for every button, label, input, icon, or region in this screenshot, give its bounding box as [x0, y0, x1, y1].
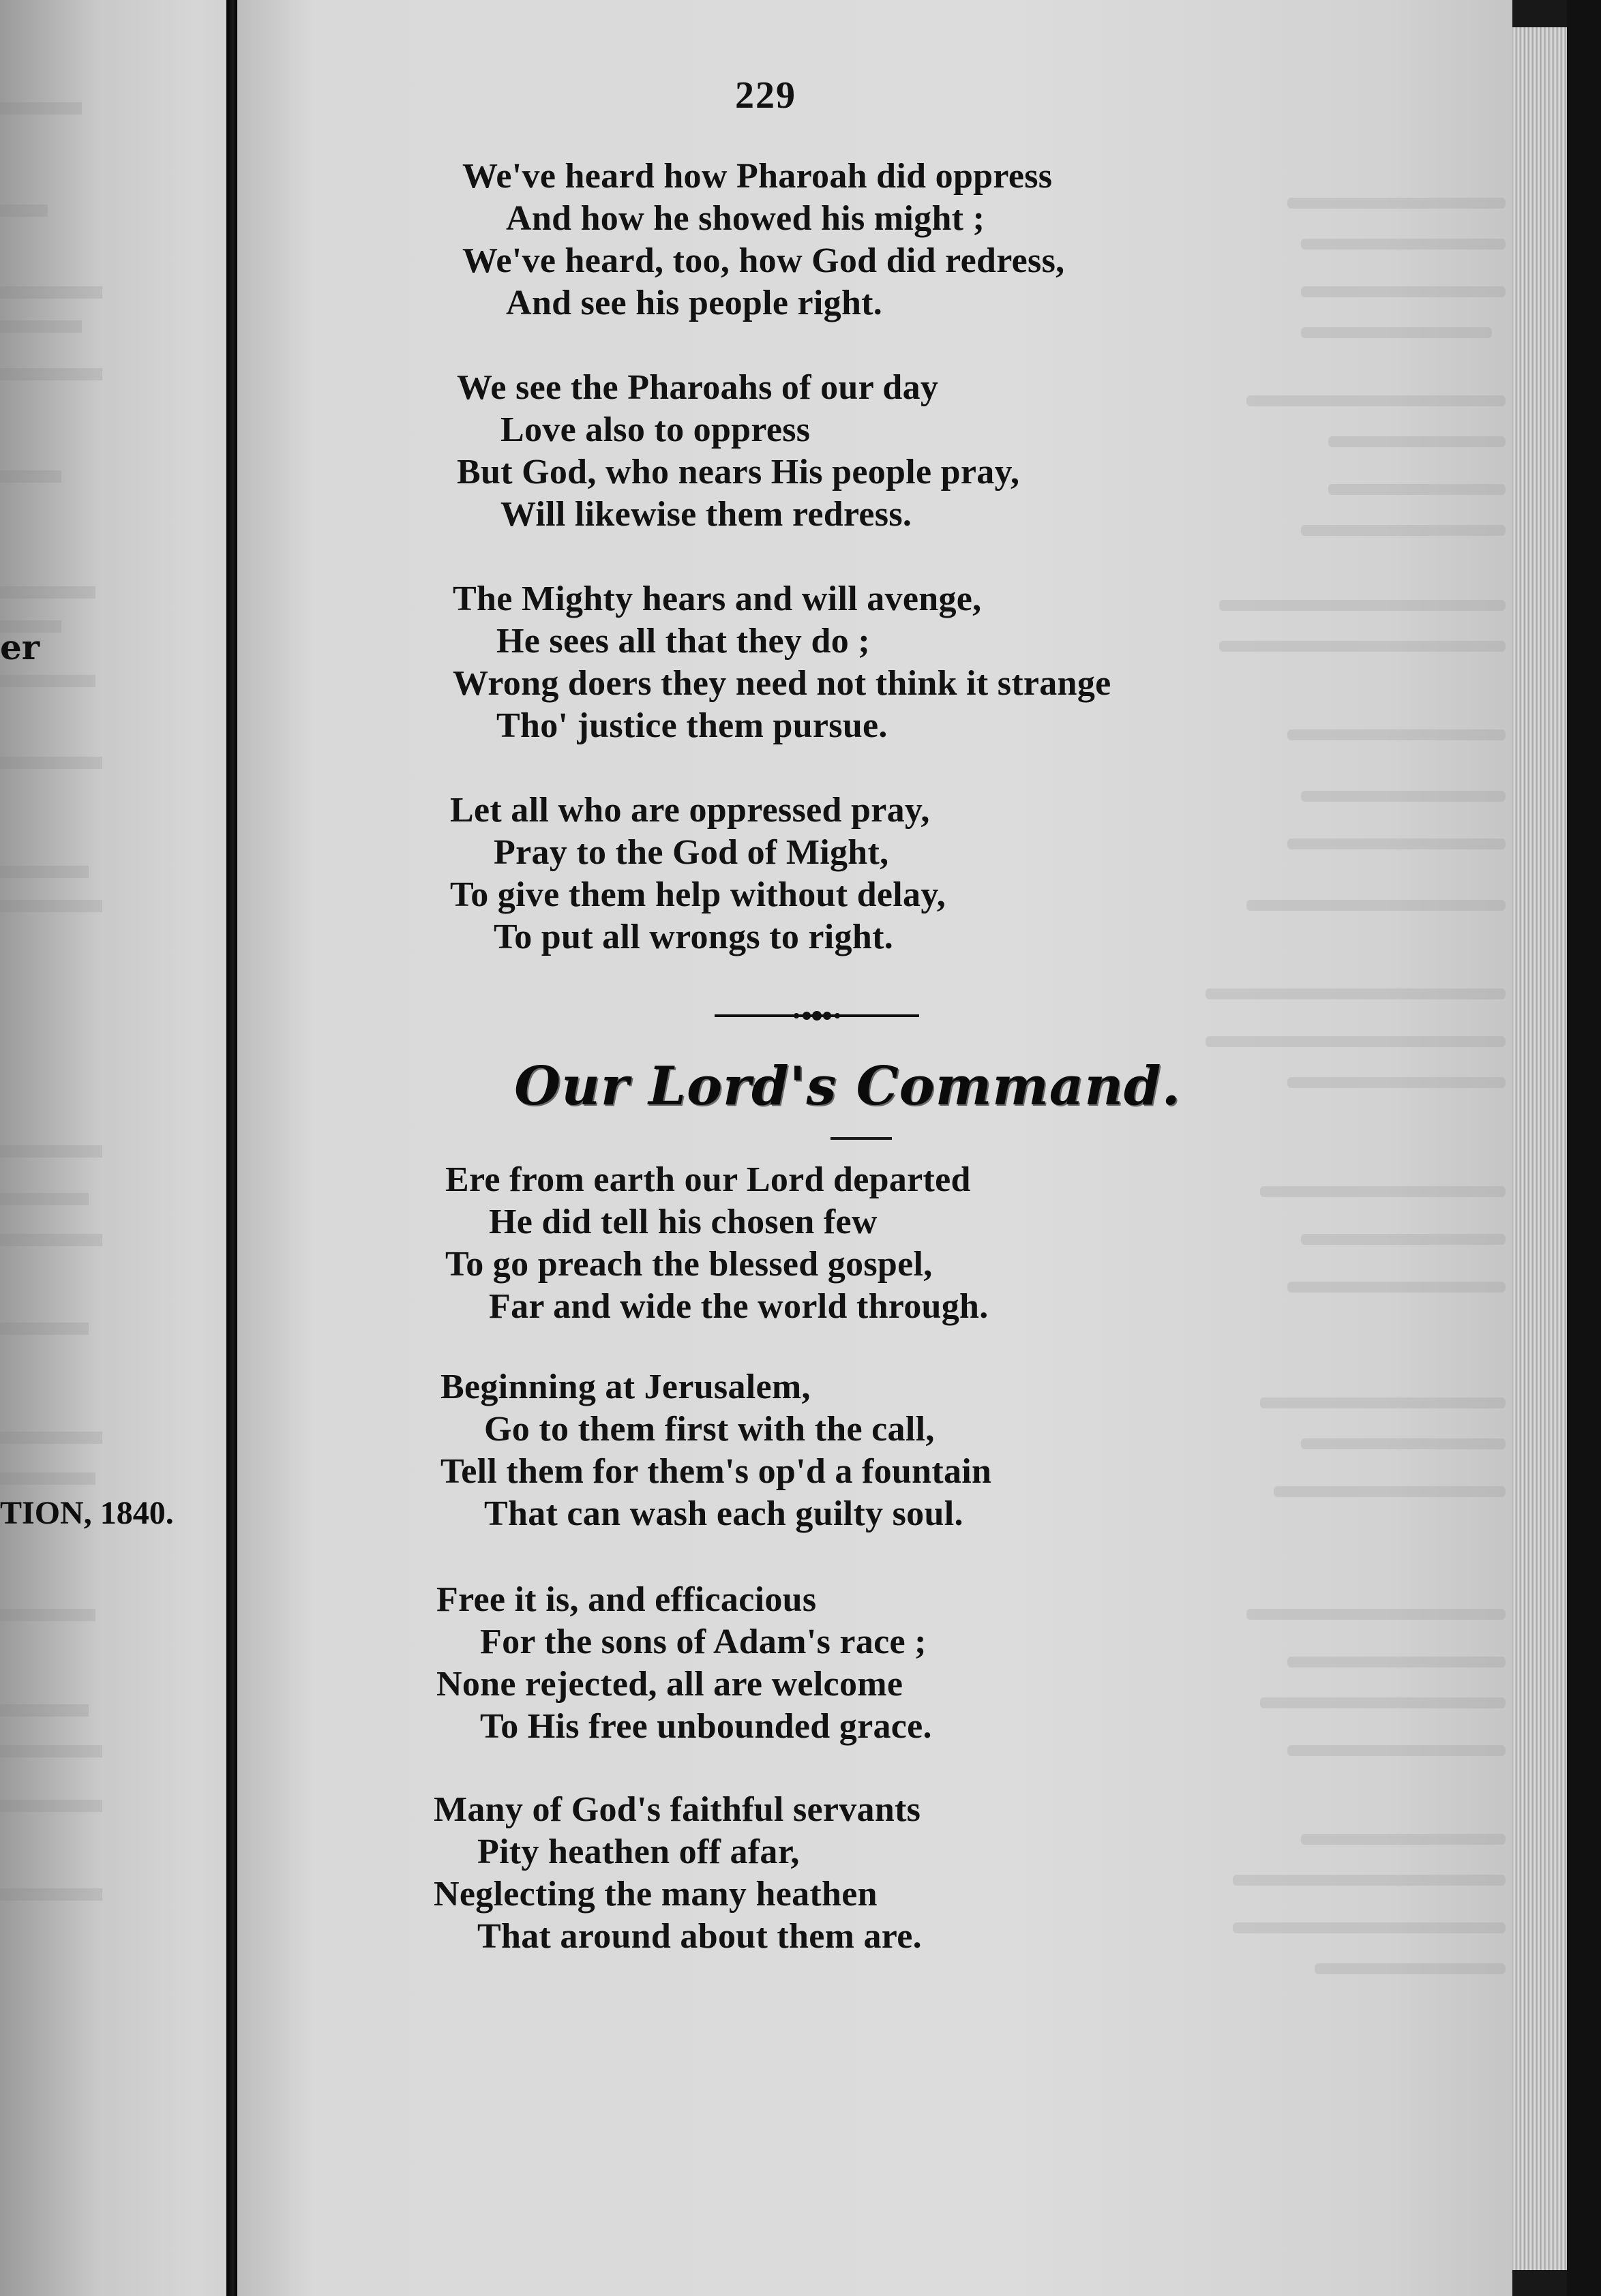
- faded-text-line: [0, 470, 61, 483]
- page-number: 229: [735, 74, 796, 117]
- faded-text-line: [0, 205, 48, 217]
- verse-line: For the sons of Adam's race ;: [480, 1622, 927, 1661]
- faded-text-line: [0, 286, 102, 299]
- verse-line: The Mighty hears and will avenge,: [453, 579, 982, 618]
- ornament-dot: [794, 1013, 799, 1018]
- page-text-block: [237, 0, 1512, 2296]
- poem-one-stanza-1: [462, 155, 1064, 324]
- verse-line: Tell them for them's op'd a fountain: [440, 1452, 992, 1491]
- verse-line: To go preach the blessed gospel,: [445, 1245, 933, 1284]
- verse-line: Go to them first with the call,: [484, 1410, 935, 1449]
- poem-one-stanza-3: [453, 578, 1111, 747]
- verse-line: We've heard, too, how God did redress,: [462, 241, 1065, 280]
- faded-text-line: [0, 1145, 102, 1158]
- verse-line: We see the Pharoahs of our day: [457, 368, 939, 407]
- poem-title: Our Lord's Command.: [514, 1055, 1181, 1117]
- ornament-dot: [835, 1013, 840, 1018]
- page-stack-edges: [1512, 27, 1567, 2270]
- verse-line: To give them help without delay,: [450, 875, 946, 914]
- ornament-dot: [823, 1012, 831, 1020]
- left-facing-page: [0, 0, 245, 2296]
- poem-two-stanza-1: [445, 1159, 989, 1328]
- faded-text-line: [0, 675, 95, 687]
- verse-line: That can wash each guilty soul.: [484, 1494, 963, 1533]
- right-page: [237, 0, 1512, 2296]
- faded-text-line: [0, 757, 102, 769]
- left-page-fragment-er: er: [0, 627, 40, 667]
- faded-text-line: [0, 1888, 102, 1901]
- ornament-dot: [812, 1011, 822, 1021]
- faded-text-line: [0, 320, 82, 333]
- verse-line: Love also to oppress: [500, 410, 811, 449]
- ornament-dot: [803, 1012, 811, 1020]
- poem-one-stanza-4: [450, 789, 946, 958]
- poem-two-stanza-4: [434, 1789, 922, 1958]
- faded-text-line: [0, 1472, 95, 1485]
- poem-one-stanza-2: [457, 367, 1019, 536]
- verse-line: That around about them are.: [477, 1917, 922, 1956]
- faded-text-line: [0, 586, 95, 599]
- poem-two-stanza-3: [436, 1579, 932, 1748]
- left-page-fragment-edition-year: TION, 1840.: [0, 1495, 174, 1531]
- faded-text-line: [0, 1609, 95, 1621]
- faded-text-line: [0, 866, 89, 878]
- faded-text-line: [0, 1704, 89, 1717]
- verse-line: Pity heathen off afar,: [477, 1832, 800, 1871]
- faded-text-line: [0, 1745, 102, 1757]
- verse-line: To put all wrongs to right.: [494, 918, 893, 956]
- faded-text-line: [0, 1193, 89, 1205]
- poem-two-stanza-2: [440, 1366, 991, 1535]
- verse-line: Let all who are oppressed pray,: [450, 791, 930, 830]
- faded-text-line: [0, 900, 102, 912]
- verse-line: Ere from earth our Lord departed: [445, 1160, 971, 1199]
- verse-line: And see his people right.: [506, 284, 883, 322]
- faded-text-line: [0, 1234, 102, 1246]
- faded-text-line: [0, 368, 102, 380]
- title-underline-rule: [831, 1137, 892, 1140]
- verse-line: And how he showed his might ;: [506, 199, 985, 238]
- faded-text-line: [0, 1432, 102, 1444]
- verse-line: He sees all that they do ;: [496, 622, 870, 661]
- verse-line: Wrong doers they need not think it strange: [453, 664, 1111, 703]
- verse-line: Many of God's faithful servants: [434, 1790, 921, 1829]
- ornamental-rule: [715, 1008, 919, 1024]
- faded-text-line: [0, 102, 82, 115]
- verse-line: Neglecting the many heathen: [434, 1875, 878, 1914]
- verse-line: Will likewise them redress.: [500, 495, 912, 534]
- faded-text-line: [0, 1323, 89, 1335]
- verse-line: Far and wide the world through.: [489, 1287, 989, 1326]
- faded-text-line: [0, 1800, 102, 1812]
- verse-line: Pray to the God of Might,: [494, 833, 889, 872]
- page-gutter-line: [226, 0, 237, 2296]
- verse-line: Tho' justice them pursue.: [496, 706, 888, 745]
- verse-line: None rejected, all are welcome: [436, 1665, 903, 1704]
- background-edge: [1567, 0, 1601, 2296]
- verse-line: He did tell his chosen few: [489, 1203, 878, 1241]
- verse-line: But God, who nears His people pray,: [457, 453, 1020, 492]
- verse-line: Free it is, and efficacious: [436, 1580, 817, 1619]
- verse-line: To His free unbounded grace.: [480, 1707, 932, 1746]
- verse-line: We've heard how Pharoah did oppress: [462, 157, 1053, 196]
- verse-line: Beginning at Jerusalem,: [440, 1368, 811, 1406]
